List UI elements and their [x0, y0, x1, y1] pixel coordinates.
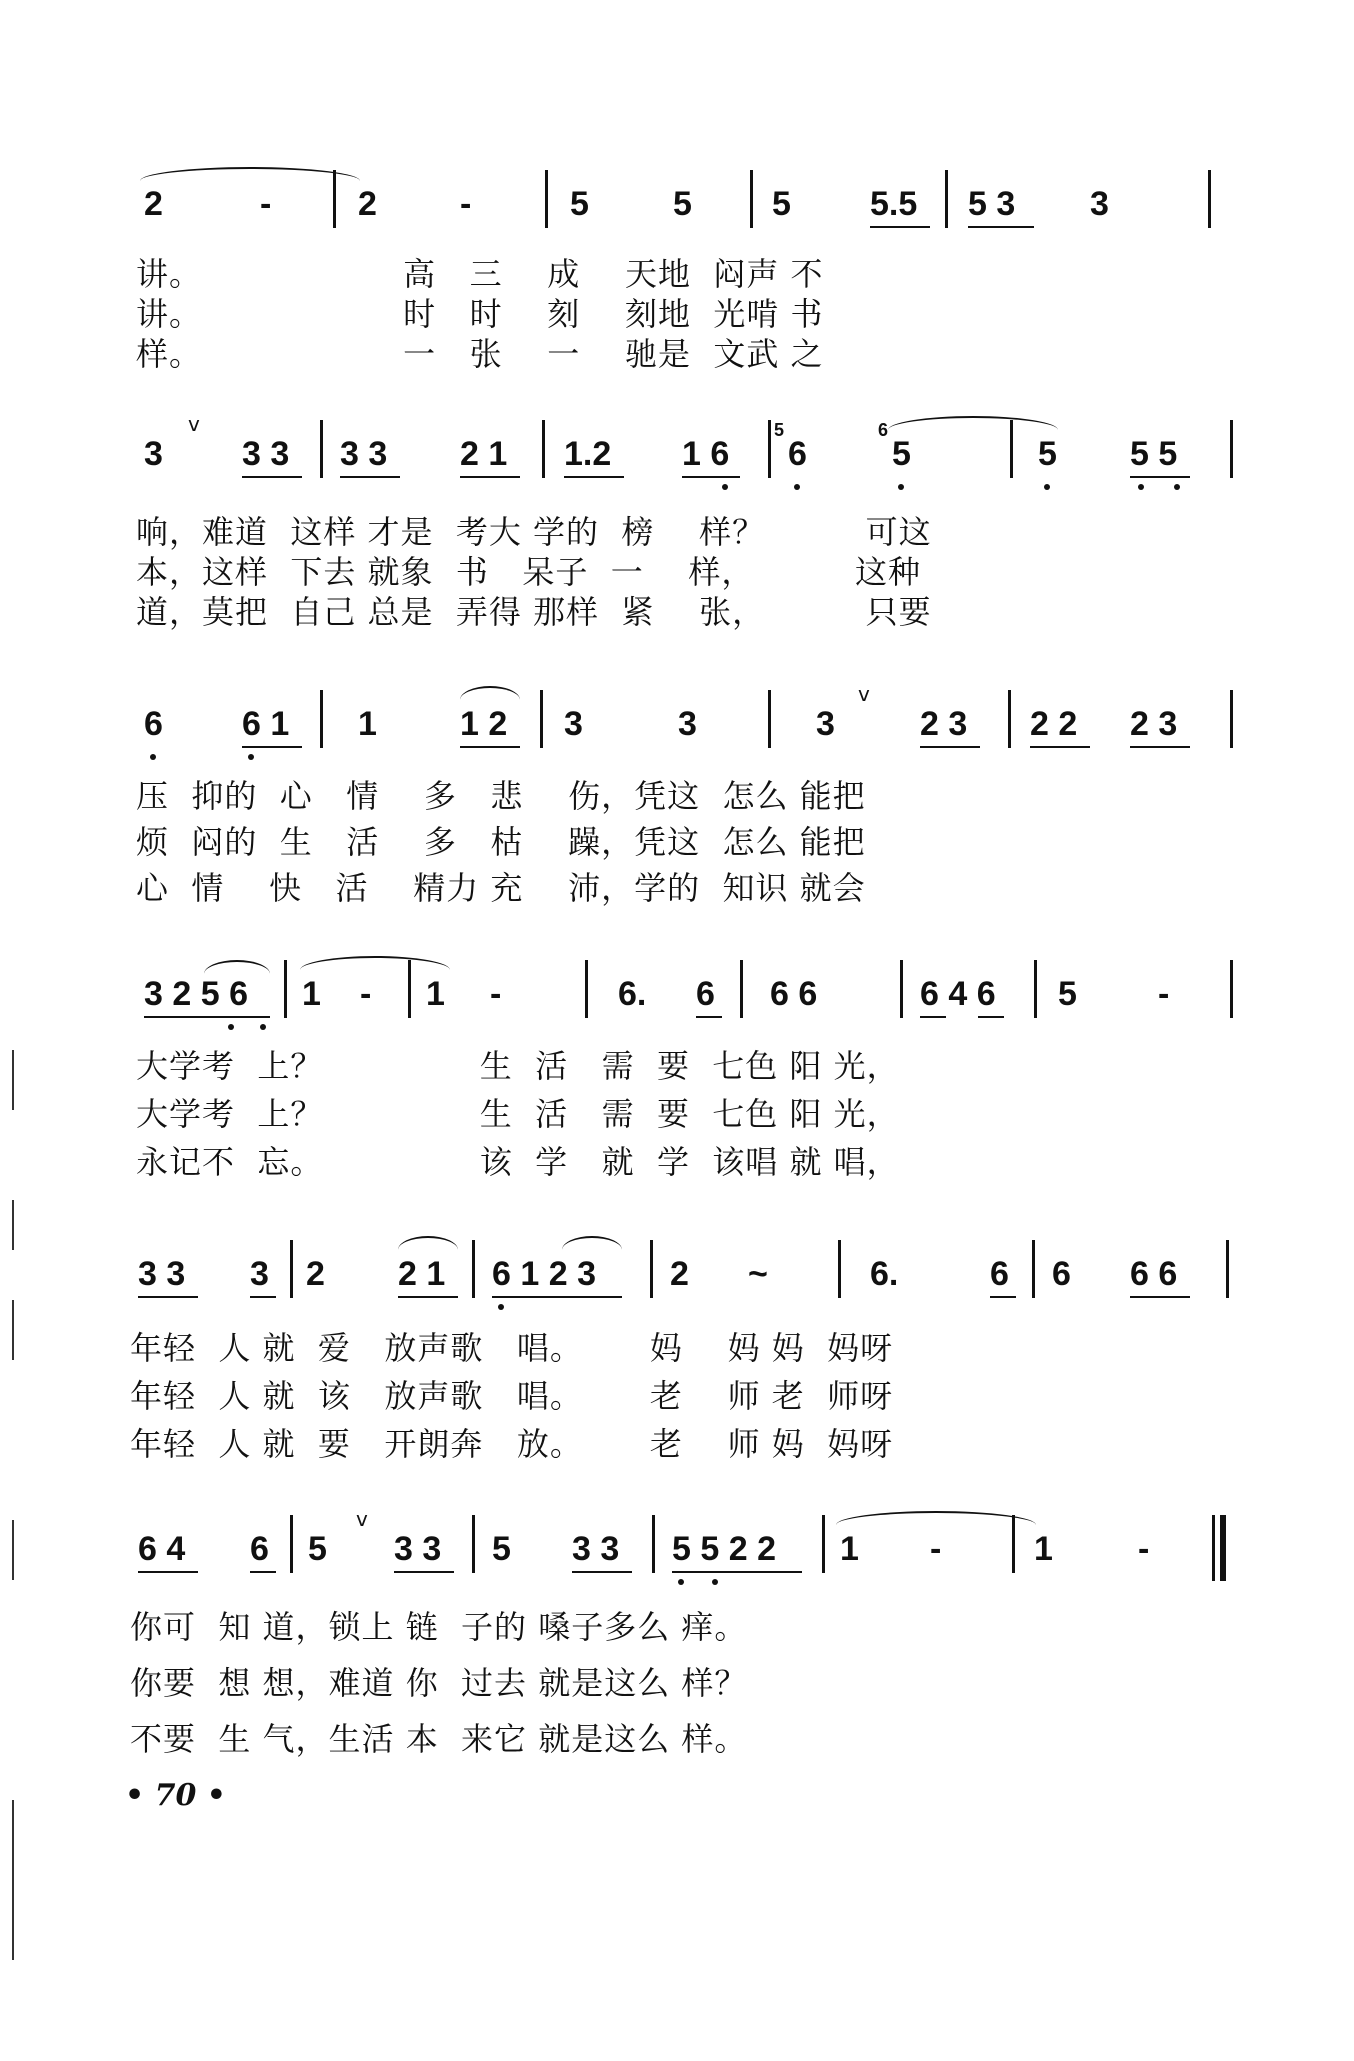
note: 5 [570, 185, 589, 223]
barline [1230, 690, 1233, 748]
barline [900, 960, 903, 1018]
note: 3 3 [138, 1255, 186, 1293]
lyric-line-3: 年轻 人 就 要 开朗奔 放。 老 师 妈 妈呀 [130, 1425, 894, 1463]
barline [750, 170, 753, 228]
barline [1226, 1240, 1229, 1298]
low-octave-dot [260, 1024, 266, 1030]
note: 6 [990, 1255, 1009, 1293]
low-octave-dot [712, 1579, 718, 1585]
breath-mark: v [858, 682, 870, 706]
note: 3 [1090, 185, 1109, 223]
lyric-line-2: 你要 想 想，难道 你 过去 就是这么 样？ [130, 1664, 748, 1702]
underline [990, 1296, 1016, 1298]
low-octave-dot [794, 484, 800, 490]
slur [562, 1236, 622, 1250]
barline [284, 960, 287, 1018]
lyric-line-1: 大学考 上？ 生 活 需 要 七色 阳 光， [136, 1047, 900, 1085]
note: - [1138, 1530, 1150, 1568]
barline [408, 960, 411, 1018]
underline [394, 1571, 454, 1573]
note: - [1158, 975, 1170, 1013]
underline [1130, 1296, 1190, 1298]
underline [978, 1016, 1004, 1018]
note: 3 3 [572, 1530, 620, 1568]
note: 2 1 [460, 435, 508, 473]
lyric-line-3: 样。 一 张 一 驰是 文武 之 [136, 335, 824, 373]
note: 5 [892, 435, 911, 473]
note: 6 [144, 705, 163, 743]
underline [920, 1016, 946, 1018]
barline [290, 1515, 293, 1573]
barline [542, 420, 545, 478]
note: 5 [492, 1530, 511, 1568]
note: 2 3 [1130, 705, 1178, 743]
scan-margin-mark [12, 1050, 14, 1110]
lyric-line-3: 不要 生 气，生活 本 来它 就是这么 样。 [130, 1720, 748, 1758]
note: 6 6 [1130, 1255, 1178, 1293]
lyric-line-1: 年轻 人 就 爱 放声歌 唱。 妈 妈 妈 妈呀 [130, 1329, 894, 1367]
note: 1.2 [564, 435, 612, 473]
note: 5 5 2 2 [672, 1530, 776, 1568]
barline [1008, 690, 1011, 748]
slur [836, 1511, 1036, 1525]
barline [1230, 420, 1233, 478]
lyric-line-3: 心 情 快 活 精力 充 沛，学的 知识 就会 [136, 869, 866, 907]
note: 5 5 [1130, 435, 1178, 473]
scan-margin-mark [12, 1200, 14, 1250]
barline [585, 960, 588, 1018]
barline [740, 960, 743, 1018]
breath-mark: v [188, 412, 200, 436]
barline [290, 1240, 293, 1298]
slur [888, 416, 1058, 430]
underline [968, 226, 1034, 228]
barline [1208, 170, 1211, 228]
note: 5.5 [870, 185, 918, 223]
note: - [490, 975, 502, 1013]
barline [1010, 420, 1013, 478]
note: 5 [673, 185, 692, 223]
lyric-line-2: 讲。 时 时 刻 刻地 光啃 书 [136, 295, 824, 333]
barline [472, 1515, 475, 1573]
barline [822, 1515, 825, 1573]
note: 3 3 [242, 435, 290, 473]
underline [492, 1296, 622, 1298]
low-octave-dot [1138, 484, 1144, 490]
lyric-line-1: 压 抑的 心 情 多 悲 伤，凭这 怎么 能把 [136, 777, 866, 815]
underline [1030, 746, 1090, 748]
barline [768, 420, 771, 478]
slur [204, 960, 270, 974]
scan-margin-mark [12, 1800, 14, 1960]
note: 1 [1034, 1530, 1053, 1568]
final-barline-thick [1220, 1515, 1226, 1581]
note: 6 1 2 3 [492, 1255, 596, 1293]
note: 6 [788, 435, 807, 473]
final-barline-thin [1212, 1515, 1215, 1581]
note: ~ [748, 1255, 768, 1293]
note: 5 [1038, 435, 1057, 473]
barline [652, 1515, 655, 1573]
note: 3 2 5 6 [144, 975, 248, 1013]
slur [140, 167, 360, 181]
note: 6 1 [242, 705, 290, 743]
lyric-line-3: 道，莫把 自己 总是 弄得 那样 紧 张， 只要 [136, 593, 932, 631]
underline [1130, 746, 1190, 748]
note: 3 [250, 1255, 269, 1293]
underline [672, 1571, 802, 1573]
underline [250, 1296, 276, 1298]
underline [460, 746, 520, 748]
page-number: • 70 • [125, 1778, 226, 1813]
note: 1 [840, 1530, 859, 1568]
lyric-line-1: 讲。 高 三 成 天地 闷声 不 [136, 255, 824, 293]
note: 1 2 [460, 705, 508, 743]
barline [1012, 1515, 1015, 1573]
note: 6. [618, 975, 647, 1013]
note: - [460, 185, 472, 223]
note: 5 3 [968, 185, 1016, 223]
underline [138, 1296, 198, 1298]
barline [545, 170, 548, 228]
slur [460, 686, 520, 700]
lyric-line-2: 烦 闷的 生 活 多 枯 躁，凭这 怎么 能把 [136, 823, 866, 861]
underline [920, 746, 980, 748]
lyric-line-1: 响，难道 这样 才是 考大 学的 榜 样？ 可这 [136, 513, 932, 551]
note: 6 [696, 975, 715, 1013]
underline [242, 476, 302, 478]
note: 2 [144, 185, 163, 223]
barline [650, 1240, 653, 1298]
low-octave-dot [678, 1579, 684, 1585]
note: 6. [870, 1255, 899, 1293]
low-octave-dot [1044, 484, 1050, 490]
barline [838, 1240, 841, 1298]
barline [945, 170, 948, 228]
lyric-line-1: 你可 知 道，锁上 链 子的 嗓子多么 痒。 [130, 1608, 748, 1646]
scan-margin-mark [12, 1300, 14, 1360]
lyric-line-2: 本，这样 下去 就象 书 呆子 一 样， 这种 [136, 553, 921, 591]
barline [768, 690, 771, 748]
barline [320, 420, 323, 478]
note: 1 [302, 975, 321, 1013]
underline [460, 476, 520, 478]
note: 2 3 [920, 705, 968, 743]
low-octave-dot [150, 754, 156, 760]
note: 2 2 [1030, 705, 1078, 743]
lyric-line-2: 年轻 人 就 该 放声歌 唱。 老 师 老 师呀 [130, 1377, 894, 1415]
grace-note: 6 [878, 420, 889, 440]
low-octave-dot [248, 754, 254, 760]
underline [572, 1571, 632, 1573]
barline [1034, 960, 1037, 1018]
note: 6 6 [770, 975, 818, 1013]
low-octave-dot [722, 484, 728, 490]
barline [320, 690, 323, 748]
barline [1032, 1240, 1035, 1298]
note: - [260, 185, 272, 223]
note: 5 [772, 185, 791, 223]
note: 2 [306, 1255, 325, 1293]
low-octave-dot [1174, 484, 1180, 490]
underline [870, 226, 930, 228]
underline [340, 476, 400, 478]
slur [300, 956, 450, 970]
underline [242, 746, 302, 748]
low-octave-dot [898, 484, 904, 490]
low-octave-dot [498, 1304, 504, 1310]
low-octave-dot [228, 1024, 234, 1030]
slur [398, 1236, 458, 1250]
underline [138, 1571, 198, 1573]
note: 3 [678, 705, 697, 743]
underline [250, 1571, 276, 1573]
note: 1 [358, 705, 377, 743]
grace-note: 5 [774, 420, 785, 440]
note: 3 [816, 705, 835, 743]
note: 2 1 [398, 1255, 446, 1293]
note: - [360, 975, 372, 1013]
note: 2 [358, 185, 377, 223]
note: 1 [426, 975, 445, 1013]
barline [472, 1240, 475, 1298]
lyric-line-3: 永记不 忘。 该 学 就 学 该唱 就 唱， [136, 1143, 900, 1181]
breath-mark: v [356, 1507, 368, 1531]
barline [333, 170, 336, 228]
note: 2 [670, 1255, 689, 1293]
underline [682, 476, 740, 478]
note: 3 3 [340, 435, 388, 473]
scan-margin-mark [12, 1520, 14, 1580]
underline [1130, 476, 1190, 478]
note: 6 4 6 [920, 975, 996, 1013]
note: - [930, 1530, 942, 1568]
note: 5 [1058, 975, 1077, 1013]
note: 5 [308, 1530, 327, 1568]
note: 6 [250, 1530, 269, 1568]
underline [398, 1296, 458, 1298]
note: 3 [564, 705, 583, 743]
underline [564, 476, 624, 478]
barline [1230, 960, 1233, 1018]
note: 3 [144, 435, 163, 473]
note: 6 4 [138, 1530, 186, 1568]
note: 6 [1052, 1255, 1071, 1293]
note: 1 6 [682, 435, 730, 473]
barline [540, 690, 543, 748]
underline [144, 1016, 270, 1018]
lyric-line-2: 大学考 上？ 生 活 需 要 七色 阳 光， [136, 1095, 900, 1133]
underline [696, 1016, 722, 1018]
note: 3 3 [394, 1530, 442, 1568]
